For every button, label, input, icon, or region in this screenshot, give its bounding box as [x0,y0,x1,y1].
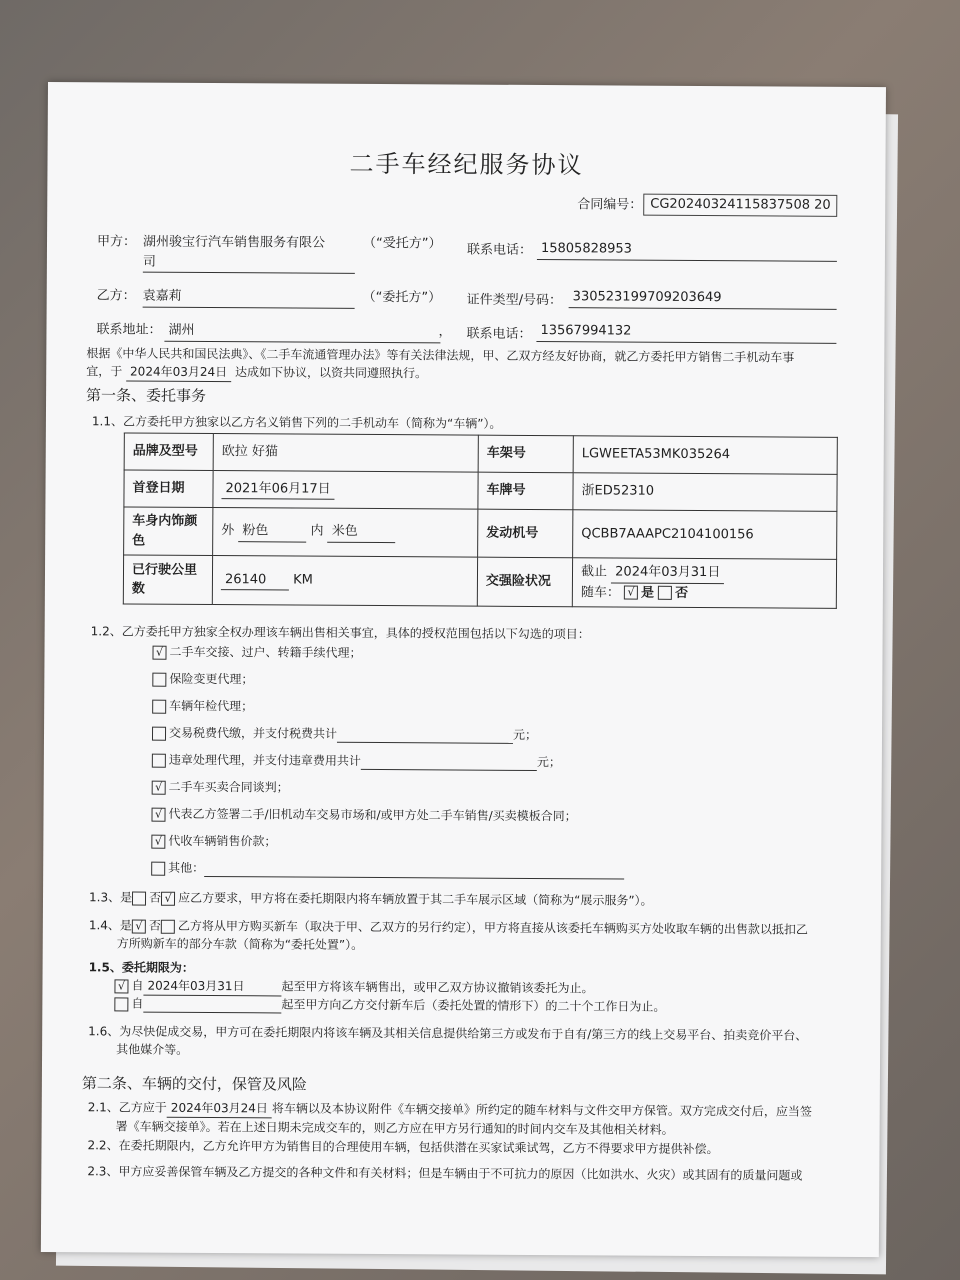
party-a-role: （“受托方”） [362,235,442,252]
vin-label: 车架号 [478,435,573,473]
color-out-value: 粉色 [238,521,306,542]
option-checkbox[interactable]: √ [151,807,165,821]
mileage-label: 已行驶公里数 [123,555,212,605]
option-label: 代表乙方签署二手/旧机动车交易市场和/或甲方处二手车销售/买卖模板合同； [168,806,577,824]
authorization-option [152,751,561,771]
party-b-label: 乙方： [96,288,136,304]
party-b-role: （“委托方”） [362,289,442,306]
term-a-checkbox[interactable]: √ [114,979,128,993]
clause-1-4-yes-checkbox[interactable]: √ [132,919,146,933]
party-a-phone: 15805828953 [537,239,837,261]
option-label: 交易税费代缴，并支付税费共计 [168,725,338,741]
clause-1-3 [89,888,653,909]
party-a-phone-label: 联系电话： [466,242,533,258]
authorization-option [151,859,624,880]
contract-no-label: 合同编号： [577,197,643,213]
section2-title: 第二条、车辆的交付，保管及风险 [81,1074,307,1094]
vin-value: LGWEETA53MK035264 [573,436,837,475]
party-a-name-line1: 湖州骏宝行汽车销售服务有限公 [142,234,326,251]
clause-1-2: 1.2、乙方委托甲方独家全权办理该车辆出售相关事宜，具体的授权范围包括以下勾选的项目： [90,624,590,642]
clause-2-1 [88,1098,858,1140]
authorization-option [151,805,576,826]
mileage-value: 26140 [221,570,289,591]
color-cell [213,508,478,558]
party-b-id: 330523199709203649 [569,287,837,309]
insurance-yes-label: 是 [641,585,655,601]
option-checkbox[interactable]: √ [151,834,165,848]
engine-value: QCBB7AAAPC2104100156 [573,510,837,560]
brand-label: 品牌及型号 [124,433,213,471]
option-label: 其他： [168,860,205,875]
party-b-phone: 13567994132 [536,321,836,343]
party-a-name [143,233,355,274]
insurance-no-checkbox[interactable] [658,586,672,600]
option-amount-blank[interactable] [204,862,624,880]
option-amount-blank[interactable] [337,728,513,744]
party-b-address-label: 联系地址： [96,322,162,338]
option-label: 保险变更代理； [169,671,254,687]
option-label: 二手车买卖合同谈判； [168,779,289,795]
insurance-yes-checkbox[interactable]: √ [624,586,638,600]
option-label: 二手车交接、过户、转籍手续代理； [169,644,362,660]
term-b-post: 起至甲方向乙方交付新车后（委托处置的情形下）的二十个工作日为止。 [281,997,666,1014]
engine-label: 发动机号 [478,509,573,558]
table-row [124,470,837,511]
color-in-value: 米色 [328,522,396,543]
clause-2-1-pre: 2.1、乙方应于 [87,1100,167,1115]
contract-no: CG20240324115837508 20 [643,194,838,217]
option-checkbox[interactable] [152,672,166,686]
section1-title: 第一条、委托事务 [86,386,207,405]
authorization-option [152,724,537,744]
delivery-date: 2024年03月24日 [167,1099,272,1119]
clause-1-3-text: 应乙方要求，甲方将在委托期限内将车辆放置于其二手车展示区域（简称为“展示服务”）。 [178,890,653,908]
party-b-address: 湖州 [164,321,440,343]
intro-line2 [86,362,427,383]
clause-1-6-line1: 1.6、为尽快促成交易，甲方可在委托期限内将该车辆及其相关信息提供给第三方或发布于自有/第三方的线上交易平台、拍卖竞价平台、 [88,1024,808,1043]
address-comma: ， [438,324,452,340]
party-a-name-line2: 司 [142,254,156,270]
table-row [124,433,837,474]
option-suffix: 元； [512,727,538,742]
reg-date-cell [213,471,478,510]
party-b-phone-label: 联系电话： [466,326,532,342]
clause-1-4-no-label: 否 [148,918,162,933]
clause-1-3-no-label: 否 [149,890,162,905]
clause-1-3-yes-label: 1.3、是 [88,890,133,905]
reg-date-label: 首登日期 [124,470,213,508]
option-checkbox[interactable]: √ [152,645,166,659]
brand-value: 欧拉 好猫 [213,434,478,473]
intro-pre: 宜，于 [86,364,123,379]
option-label: 代收车辆销售价款； [168,833,277,849]
clause-1-6-line2: 其他媒介等。 [116,1042,189,1057]
plate-value: 浙ED52310 [573,473,837,512]
reg-date-value: 2021年06月17日 [221,479,334,500]
plate-label: 车牌号 [478,472,573,510]
vehicle-table [123,432,838,608]
option-suffix: 元； [536,754,561,770]
insurance-until-label: 截止 [580,564,608,580]
clause-1-4-text: 乙方将从甲方购买新车（取决于甲、乙双方的另行约定），甲方将直接从该委托车辆购买方处收取车辆的出售款以抵扣乙 [177,918,809,937]
intro-line1: 根据《中华人民共和国民法典》、《二手车流通管理办法》等有关法律法规，甲、乙双方经友好协商，就乙方委托甲方销售二手机动车事 [86,346,795,365]
clause-1-3-no-checkbox[interactable]: √ [161,891,175,905]
term-b-pre: 自 [131,996,144,1011]
term-b-checkbox[interactable] [114,997,128,1011]
party-b-id-label: 证件类型/号码： [466,292,563,309]
clause-1-4-yes-label: 1.4、是 [88,918,132,933]
color-in-label: 内 [310,523,324,539]
clause-2-3: 2.3、甲方应妥善保管车辆及乙方提交的各种文件和有关材料；但是车辆由于不可抗力的原因（比如洪水、火灾）或其固有的质量问题或 [87,1164,803,1183]
clause-2-1-post: 将车辆以及本协议附件《车辆交接单》所约定的随车材料与文件交甲方保管。双方完成交付后，应当签 [271,1101,812,1119]
clause-2-2: 2.2、在委托期限内，乙方允许甲方为销售目的合理使用车辆，包括供潜在买家试乘试驾，乙方不得要求甲方提供补偿。 [87,1138,719,1157]
insurance-cell [572,558,836,609]
option-label: 车辆年检代理； [169,698,254,714]
authorization-option [152,670,253,689]
option-checkbox[interactable] [152,699,166,713]
clause-1-4-no-checkbox[interactable] [161,919,175,933]
color-out-label: 外 [221,523,235,539]
insurance-until-value: 2024年03月31日 [611,562,724,583]
party-b-name: 袁嘉莉 [143,287,355,309]
clause-1-1: 1.1、乙方委托甲方独家以乙方名义销售下列的二手机动车（简称为“车辆”）。 [91,414,502,431]
authorization-option [152,643,361,662]
term-a-post: 起至甲方将该车辆售出，或甲乙双方协议撤销该委托为止。 [281,979,594,996]
table-row [123,555,836,608]
document-title: 二手车经纪服务协议 [349,149,584,180]
insurance-with-label: 随车： [580,584,620,601]
color-label: 车身内饰颜色 [124,507,213,556]
term-option-b [114,994,665,1015]
party-a-label: 甲方： [96,234,137,250]
agreement-date: 2024年03月24日 [126,362,231,382]
option-amount-blank[interactable] [361,755,537,771]
clause-1-4-line2: 方所购新车的部分车款（简称为“委托处置”）。 [116,936,364,952]
clause-1-4 [89,916,849,957]
intro-post: 达成如下协议，以资共同遵照执行。 [234,365,428,381]
authorization-option [152,778,289,797]
option-checkbox[interactable] [152,726,166,740]
term-a-pre: 自 [131,978,144,993]
clause-1-3-yes-checkbox[interactable] [132,891,146,905]
option-checkbox[interactable] [152,753,166,767]
contract-page [41,82,886,1257]
mileage-cell [212,556,477,607]
authorization-option [151,832,276,851]
term-b-date-blank[interactable] [143,998,281,1014]
insurance-label: 交强险状况 [477,557,572,607]
option-checkbox[interactable] [151,861,165,875]
clause-1-5-label: 1.5、委托期限为： [88,960,194,975]
insurance-no-label: 否 [675,585,689,601]
option-label: 违章处理代理，并支付违章费用共计 [168,752,361,768]
mileage-unit: KM [293,572,313,588]
clause-2-1-line2: 署《车辆交接单》。若在上述日期未完成交车的，则乙方应在甲方另行通知的时间内交车及其他相关材料。 [115,1119,674,1137]
term-a-date: 2024年03月31日 [143,977,281,997]
option-checkbox[interactable]: √ [152,780,166,794]
clause-1-6 [88,1022,858,1063]
table-row [124,507,837,559]
authorization-option [152,697,253,716]
